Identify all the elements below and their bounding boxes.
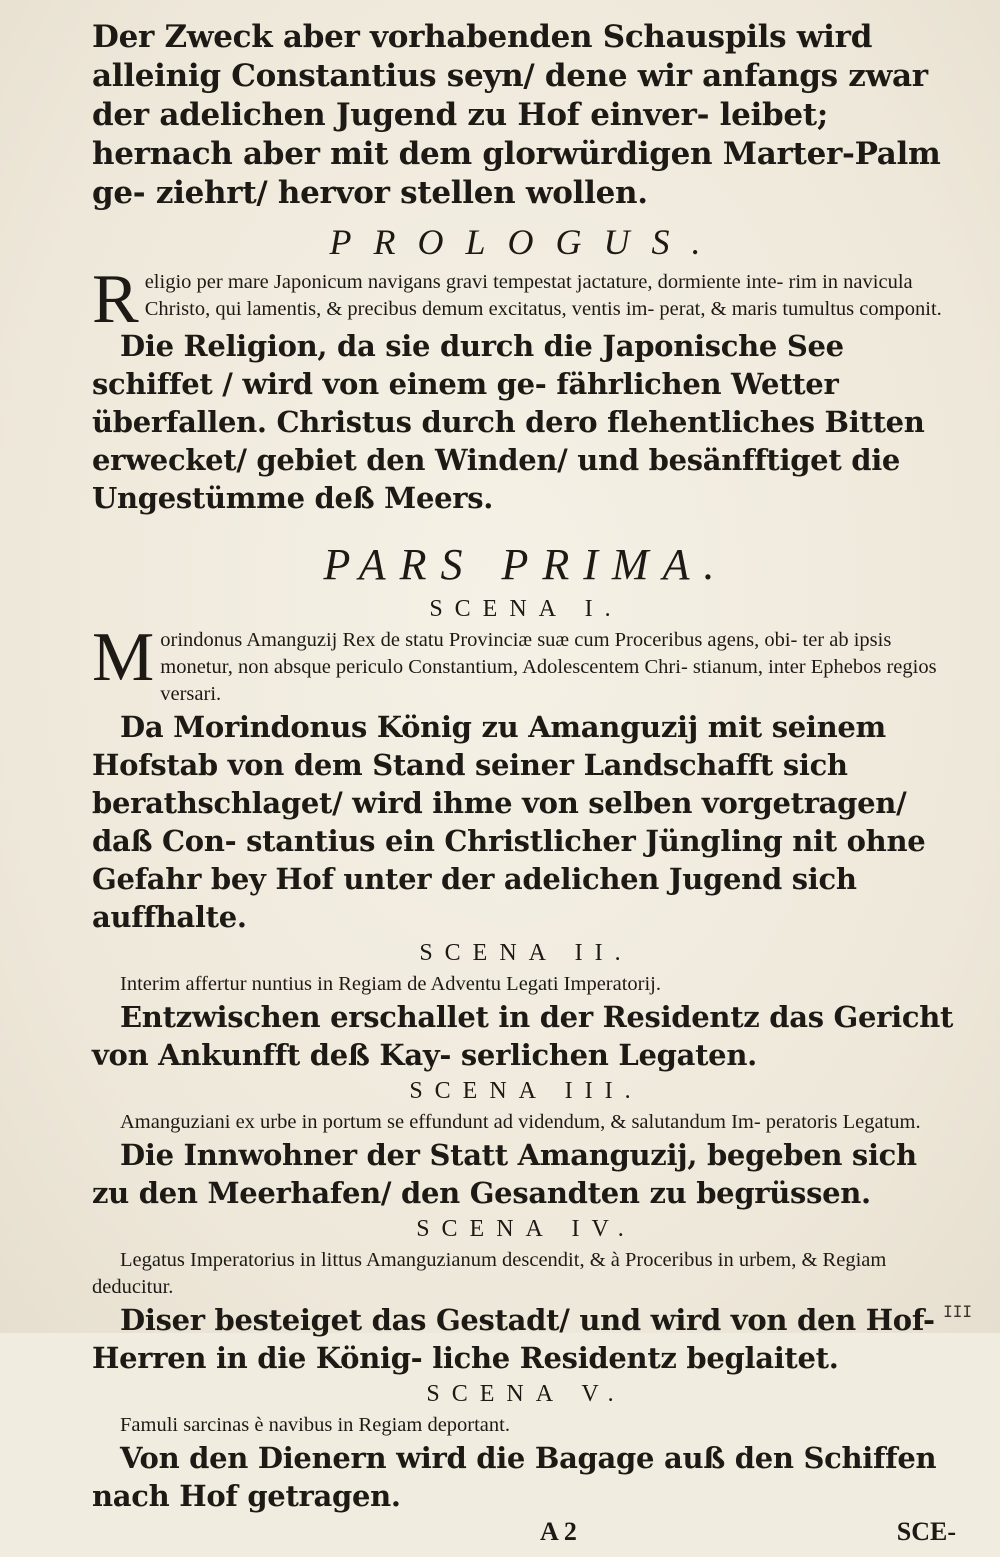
scene-4-latin: Legatus Imperatorius in littus Amanguzianum descendit, & à Proceribus in urbem, & Regiam deducitur. xyxy=(92,1249,887,1298)
scene-1-dropcap: M xyxy=(92,627,155,696)
scene-2-german: Entzwischen erschallet in der Residentz das Gericht von Ankunfft deß Kay- serlichen Legaten. xyxy=(92,1000,954,1072)
scene-4-heading: SCENA IV. xyxy=(416,1216,636,1242)
scene-5-latin: Famuli sarcinas è navibus in Regiam deportant. xyxy=(120,1414,510,1436)
scene-5-german: Von den Dienern wird die Bagage auß den Schiffen nach Hof getragen. xyxy=(92,1441,937,1513)
scene-5-heading: SCENA V. xyxy=(426,1381,626,1407)
scene-1-heading: SCENA I. xyxy=(429,596,623,622)
scene-2-heading: SCENA II. xyxy=(419,940,633,966)
catchword: SCE- xyxy=(896,1517,956,1546)
scene-1-german: Da Morindonus König zu Amanguzij mit seinem Hofstab von dem Stand seiner Landschafft sich berathschlaget/ wird ihme von selben vorgetragen/ daß Con- stantius ein Christlicher Jüngling nit ohne Gefahr bey Hof unter der adelichen Jugend sich auffhalte. xyxy=(92,710,926,934)
scene-3-heading: SCENA III. xyxy=(409,1078,643,1104)
scene-4-german: Diser besteiget das Gestadt/ und wird von den Hof-Herren in die König- liche Residentz beglaitet. xyxy=(92,1303,935,1375)
prologus-heading: PROLOGUS. xyxy=(329,222,723,262)
signature-mark: A 2 xyxy=(540,1517,577,1546)
page-footer xyxy=(92,1517,960,1557)
intro-paragraph: Der Zweck aber vorhabenden Schauspils wird alleinig Constantius seyn/ dene wir anfangs zwar der adelichen Jugend zu Hof einver- leibet; hernach aber mit dem glorwürdigen Marter-Palm ge- ziehrt/ hervor stellen wollen. xyxy=(92,19,941,211)
prologus-latin-block xyxy=(92,269,960,327)
prologus-latin: eligio per mare Japonicum navigans gravi tempestat jactature, dormiente inte- rim in navicula Christo, qui lamentis, & precibus demum excitatus, ventis im- perat, & maris tumultus componit. xyxy=(144,271,942,320)
scene-2-latin: Interim affertur nuntius in Regiam de Adventu Legati Imperatorij. xyxy=(120,973,662,995)
scene-1-latin-block xyxy=(92,627,960,708)
pars-heading: PARS PRIMA. xyxy=(323,540,729,589)
scene-3-latin: Amanguziani ex urbe in portum se effundunt ad videndum, & salutandum Im- peratoris Legatum. xyxy=(120,1111,921,1133)
scene-3-german: Die Innwohner der Statt Amanguzij, begeben sich zu den Meerhafen/ den Gesandten zu begrüssen. xyxy=(92,1138,917,1210)
scene-1-latin: orindonus Amanguzij Rex de statu Provinciæ suæ cum Proceribus agens, obi- ter ab ipsis monetur, non absque periculo Constantium, Adolescentem Chri- stianum, inter Ephebos regios versari. xyxy=(160,629,937,705)
prologus-german: Die Religion, da sie durch die Japonische See schiffet / wird von einem ge- fährlichen Wetter überfallen. Christus durch dero flehentliches Bitten erwecket/ gebiet den Winden/ und besänfftiget die Ungestümme deß Meers. xyxy=(92,329,925,515)
prologus-dropcap: R xyxy=(92,269,139,327)
library-page-mark: III xyxy=(943,1302,972,1321)
